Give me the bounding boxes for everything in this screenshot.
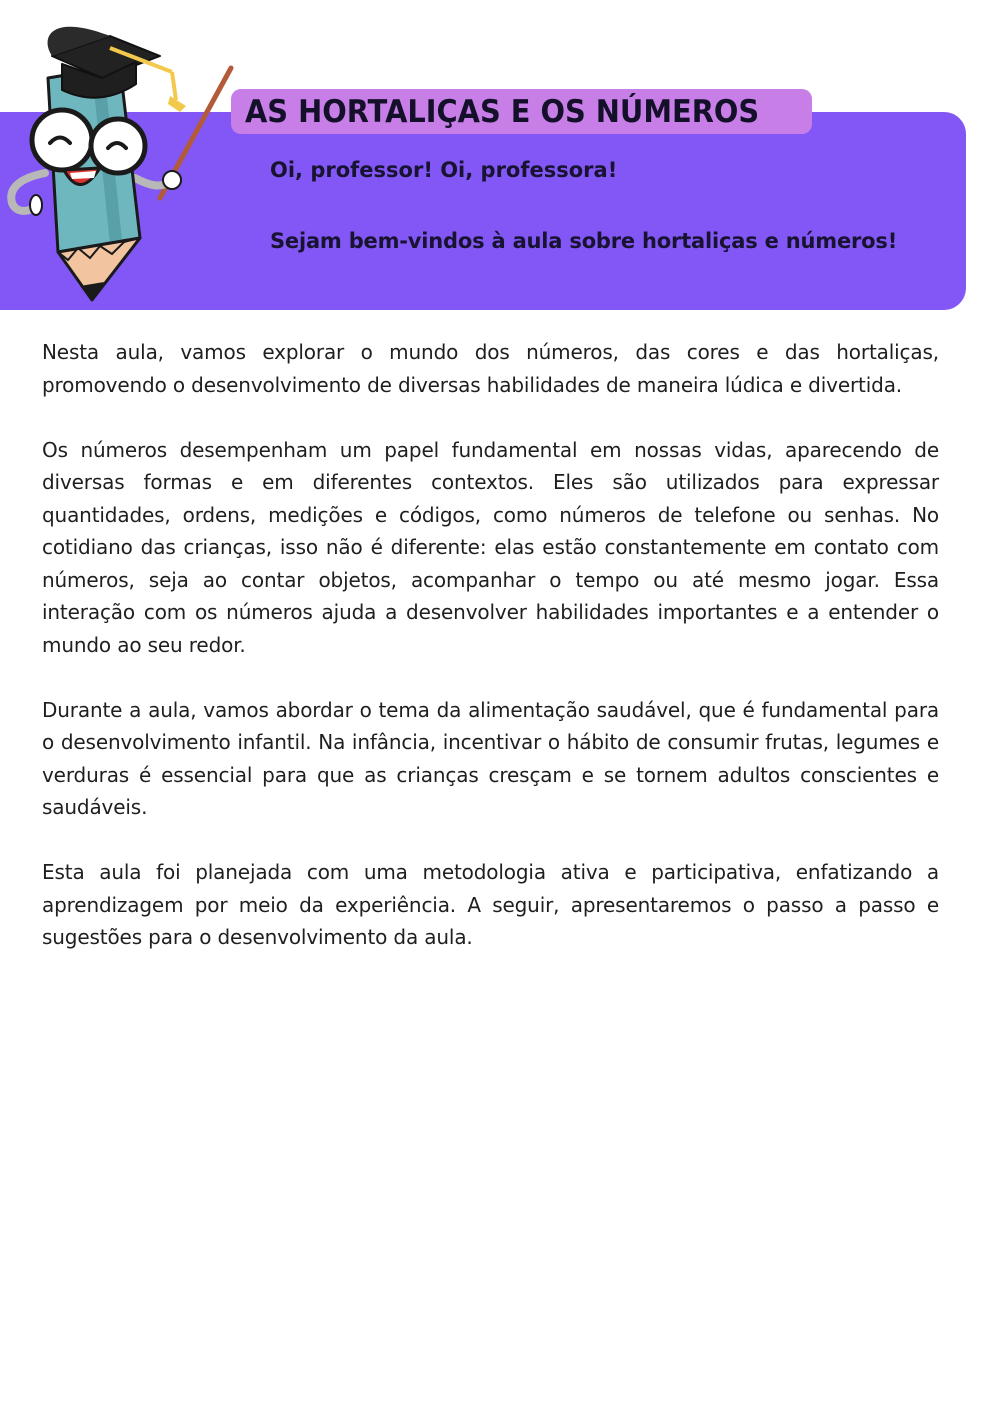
greeting-line-1: Oi, professor! Oi, professora! — [270, 158, 618, 182]
title-badge — [231, 89, 812, 134]
greeting-line-2: Sejam bem-vindos à aula sobre hortaliças e números! — [270, 229, 898, 253]
pencil-teacher-mascot-icon — [0, 8, 240, 308]
paragraph-3: Durante a aula, vamos abordar o tema da alimentação saudável, que é fundamental para o desenvolvimento infantil. Na infância, incentivar o hábito de consumir frutas, legumes e verduras é essencial para que as crianças cresçam e se tornem adultos conscientes e saudáveis. — [42, 697, 939, 819]
paragraph-2: Os números desempenham um papel fundamental em nossas vidas, aparecendo de diversas formas e em diferentes contextos. Eles são utilizados para expressar quantidades, ordens, medições e códigos, como números de telefone ou senhas. No cotidiano das crianças, isso não é diferente: elas estão constantemente em contato com números, seja ao contar objetos, acompanhar o tempo ou até mesmo jogar. Essa interação com os números ajuda a desenvolver habilidades importantes e a entender o mundo ao seu redor. — [42, 437, 939, 657]
page-title: AS HORTALIÇAS E OS NÚMEROS — [245, 93, 760, 130]
paragraph-4: Esta aula foi planejada com uma metodologia ativa e participativa, enfatizando a aprendizagem por meio da experiência. A seguir, apresentaremos o passo a passo e sugestões para o desenvolvimento da aula. — [42, 860, 939, 949]
lesson-intro-text — [42, 336, 939, 986]
paragraph-1: Nesta aula, vamos explorar o mundo dos números, das cores e das hortaliças, promovendo o desenvolvimento de diversas habilidades de maneira lúdica e divertida. — [42, 340, 939, 397]
